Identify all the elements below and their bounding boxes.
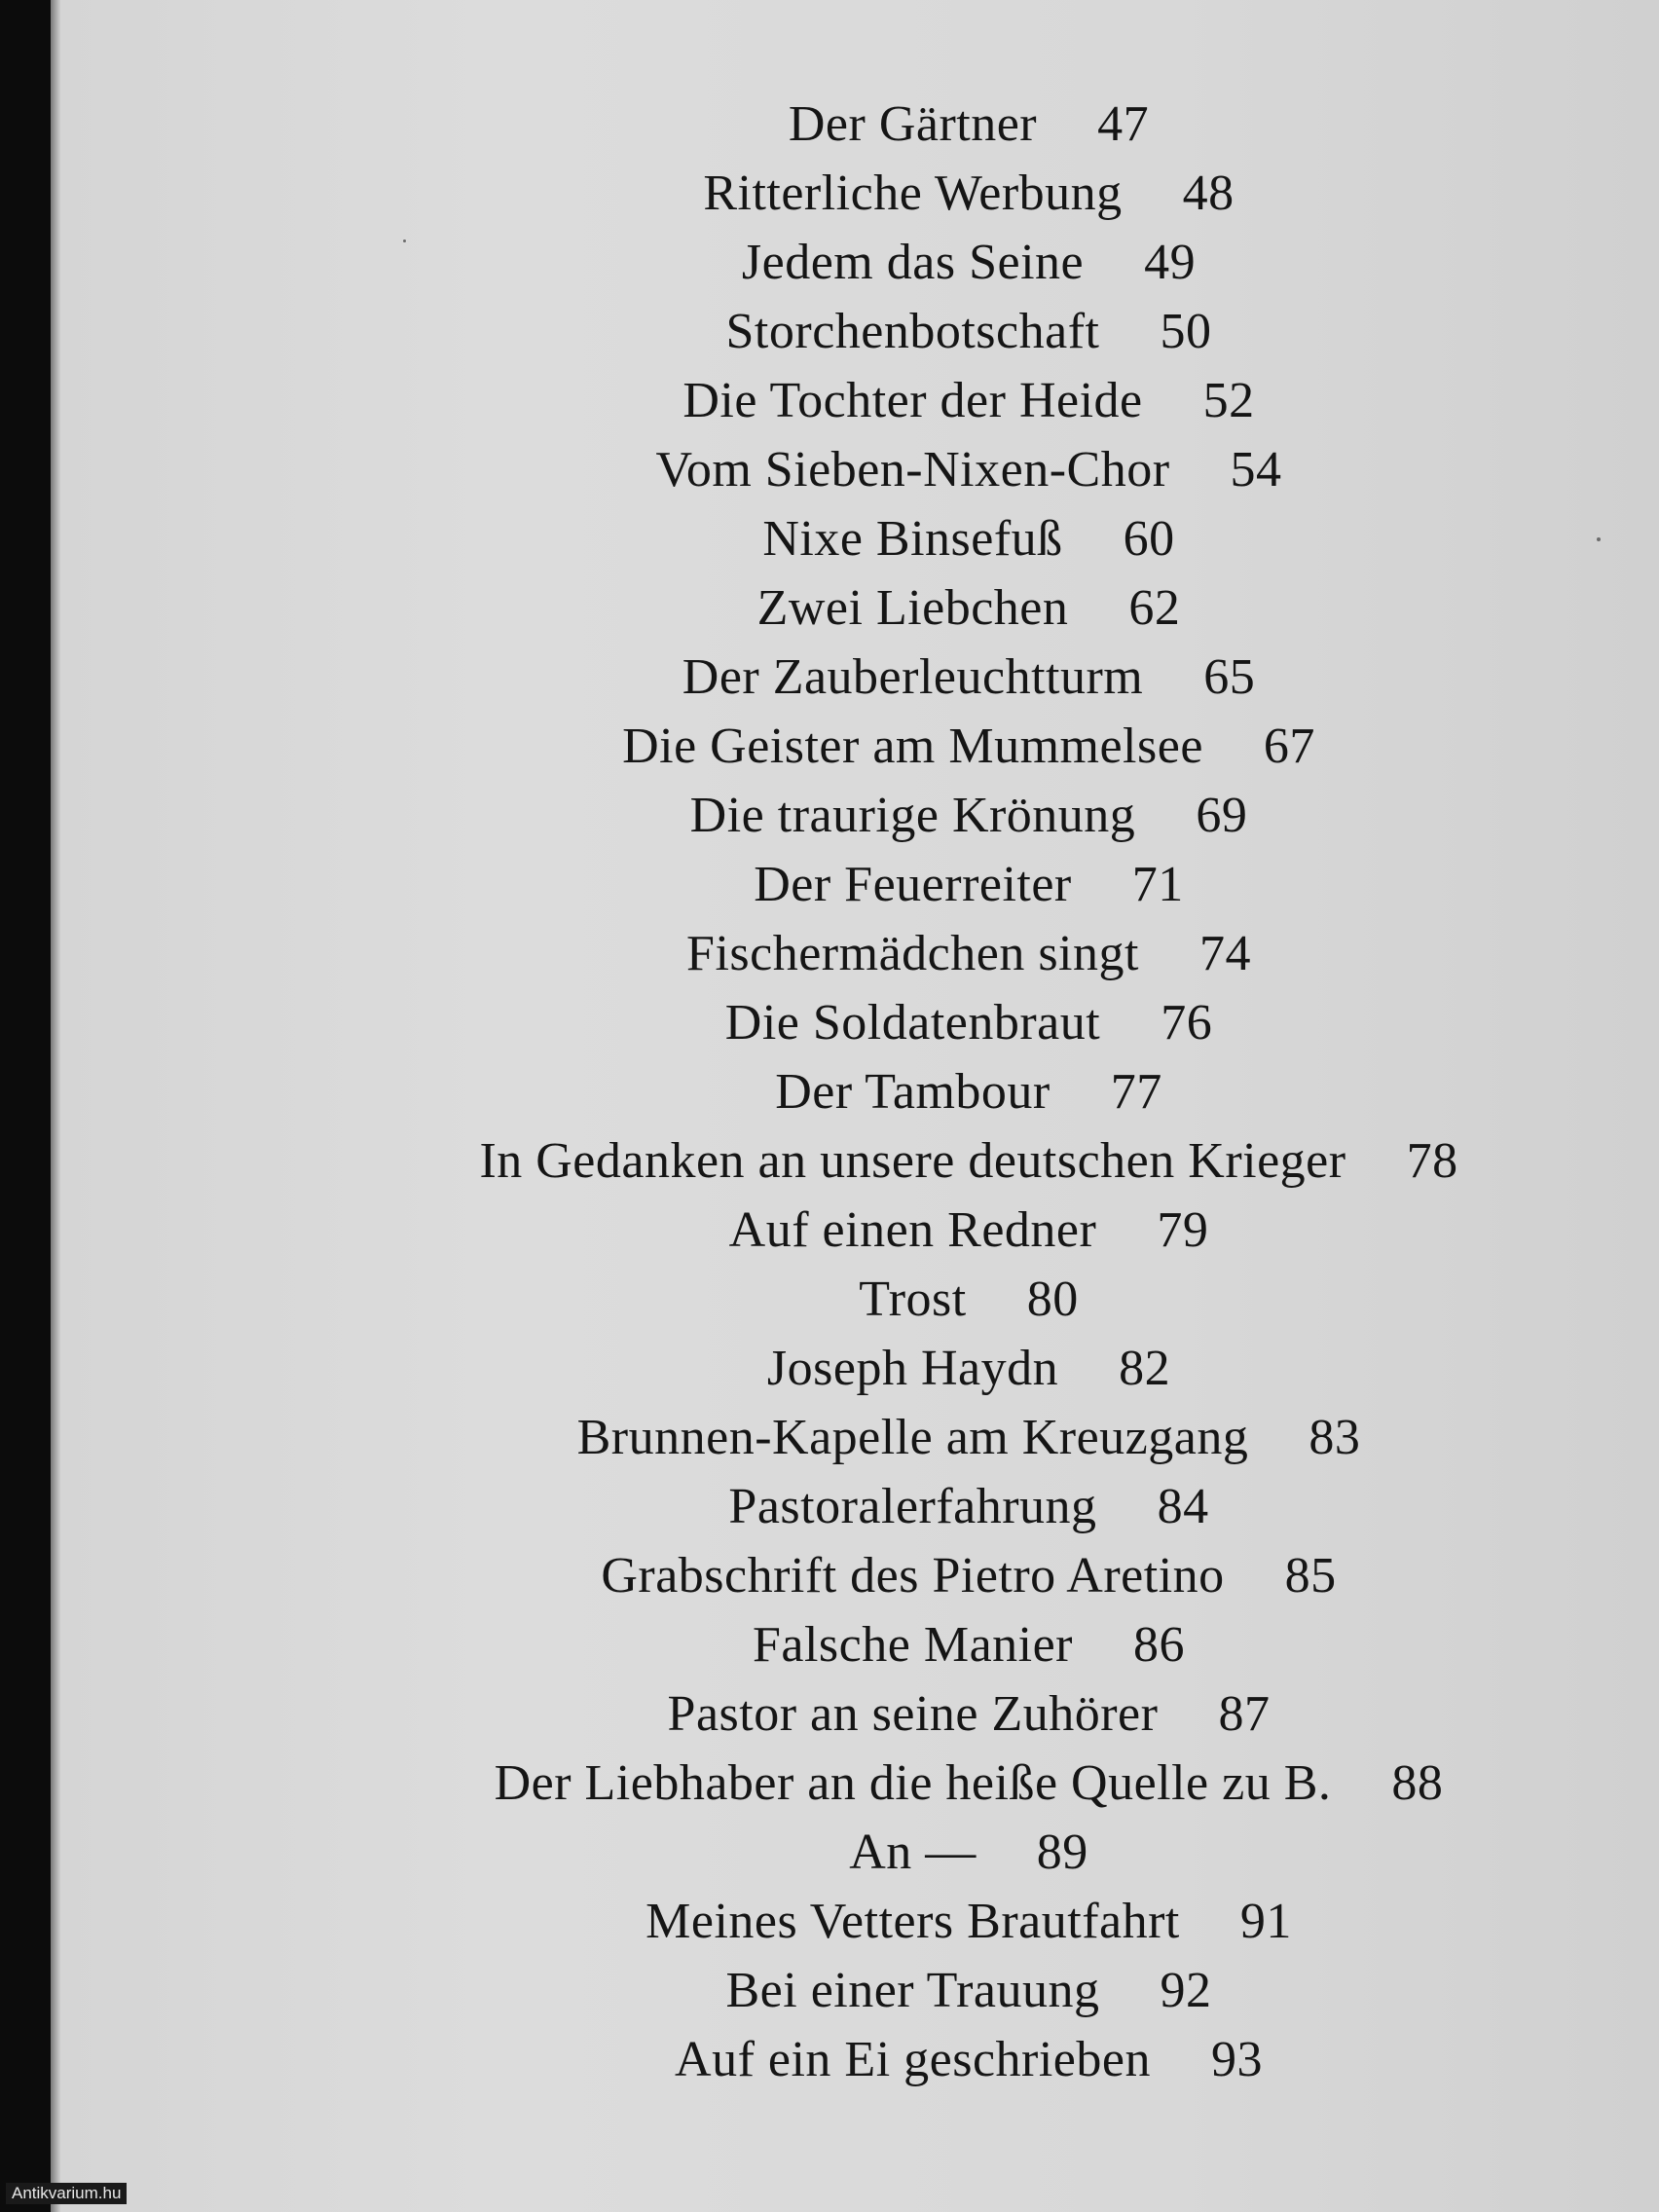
toc-entry-title: Jedem das Seine: [741, 235, 1085, 290]
toc-entry-page-number: 67: [1263, 719, 1315, 774]
toc-entry: [321, 643, 1616, 712]
watermark: Antikvarium.hu: [6, 2183, 127, 2204]
toc-entry: [321, 1887, 1616, 1956]
toc-entry-page-number: 83: [1309, 1410, 1361, 1465]
toc-entry-page-number: 52: [1202, 373, 1255, 428]
toc-entry-title: Grabschrift des Pietro Aretino: [601, 1548, 1225, 1604]
toc-entry-title: Die Tochter der Heide: [682, 373, 1143, 428]
page-gutter: [51, 0, 60, 2212]
toc-entry-title: Trost: [859, 1272, 967, 1327]
toc-entry: [321, 1679, 1616, 1749]
toc-entry-title: Der Liebhaber an die heiße Quelle zu B.: [494, 1755, 1332, 1811]
toc-entry-title: Die traurige Krönung: [689, 788, 1136, 843]
toc-entry-title: Meines Vetters Brautfahrt: [645, 1894, 1180, 1949]
toc-entry-page-number: 69: [1196, 788, 1248, 843]
toc-entry-page-number: 86: [1133, 1617, 1185, 1673]
toc-entry: [321, 159, 1616, 228]
toc-entry-page-number: 76: [1161, 995, 1213, 1051]
toc-entry-title: Der Tambour: [775, 1064, 1051, 1120]
toc-entry-title: Nixe Binsefuß: [762, 511, 1063, 567]
toc-entry-page-number: 62: [1128, 580, 1181, 636]
toc-entry-page-number: 77: [1110, 1064, 1162, 1120]
toc-entry: [321, 1265, 1616, 1334]
toc-entry-title: Pastor an seine Zuhörer: [667, 1686, 1159, 1742]
toc-entry-page-number: 50: [1160, 304, 1212, 359]
paper-speck: [1597, 537, 1601, 541]
toc-entry: [321, 1541, 1616, 1610]
toc-entry: [321, 228, 1616, 297]
toc-entry: [321, 366, 1616, 435]
toc-entry: [321, 988, 1616, 1057]
toc-entry-page-number: 48: [1182, 166, 1235, 221]
toc-entry-title: Zwei Liebchen: [756, 580, 1069, 636]
toc-entry-page-number: 79: [1157, 1202, 1209, 1258]
toc-entry-title: An —: [849, 1825, 977, 1880]
toc-entry: [321, 2025, 1616, 2094]
toc-entry-page-number: 82: [1119, 1341, 1171, 1396]
toc-entry-title: Pastoralerfahrung: [728, 1479, 1097, 1534]
toc-entry: [321, 1610, 1616, 1679]
toc-entry-title: Auf ein Ei geschrieben: [675, 2032, 1151, 2087]
toc-entry-title: Vom Sieben-Nixen-Chor: [655, 442, 1170, 498]
toc-entry-page-number: 92: [1160, 1963, 1212, 2018]
toc-entry: [321, 573, 1616, 643]
toc-entry-page-number: 89: [1036, 1825, 1088, 1880]
toc-entry: [321, 712, 1616, 781]
toc-entry-page-number: 71: [1131, 857, 1184, 912]
toc-entry-title: Der Feuerreiter: [754, 857, 1072, 912]
toc-entry-page-number: 93: [1210, 2032, 1263, 2087]
toc-entry-title: Der Zauberleuchtturm: [682, 649, 1144, 705]
toc-entry-page-number: 60: [1123, 511, 1175, 567]
toc-entry: [321, 1749, 1616, 1818]
toc-entry: [321, 1403, 1616, 1472]
toc-entry: [321, 297, 1616, 366]
toc-entry: [321, 1956, 1616, 2025]
toc-entry-title: Storchenbotschaft: [725, 304, 1100, 359]
toc-entry: [321, 781, 1616, 850]
book-spine-shadow: [0, 0, 51, 2212]
toc-entry-page-number: 87: [1218, 1686, 1271, 1742]
toc-entry-title: Joseph Haydn: [766, 1341, 1059, 1396]
toc-entry-page-number: 65: [1203, 649, 1256, 705]
toc-entry: [321, 919, 1616, 988]
toc-entry-page-number: 84: [1157, 1479, 1209, 1534]
toc-entry: [321, 1126, 1616, 1196]
toc-entry-page-number: 85: [1284, 1548, 1337, 1604]
toc-entry-page-number: 54: [1230, 442, 1282, 498]
table-of-contents: [321, 90, 1616, 2094]
toc-entry-title: Die Geister am Mummelsee: [622, 719, 1203, 774]
toc-entry: [321, 435, 1616, 504]
toc-entry-page-number: 74: [1198, 926, 1251, 981]
toc-entry-title: In Gedanken an unsere deutschen Krieger: [479, 1133, 1346, 1189]
toc-entry-title: Ritterliche Werbung: [703, 166, 1123, 221]
toc-entry-page-number: 91: [1239, 1894, 1292, 1949]
toc-entry-title: Brunnen-Kapelle am Kreuzgang: [576, 1410, 1249, 1465]
toc-entry-title: Auf einen Redner: [728, 1202, 1097, 1258]
toc-entry-title: Falsche Manier: [752, 1617, 1073, 1673]
toc-entry-title: Fischermädchen singt: [686, 926, 1139, 981]
toc-entry-title: Bei einer Trauung: [725, 1963, 1100, 2018]
toc-entry: [321, 1196, 1616, 1265]
toc-entry: [321, 1057, 1616, 1126]
toc-entry-title: Die Soldatenbraut: [724, 995, 1101, 1051]
toc-entry: [321, 850, 1616, 919]
toc-entry: [321, 90, 1616, 159]
toc-entry-page-number: 80: [1026, 1272, 1079, 1327]
toc-entry-page-number: 47: [1097, 96, 1150, 152]
paper-speck: [403, 240, 406, 242]
toc-entry: [321, 504, 1616, 573]
toc-entry-title: Der Gärtner: [788, 96, 1038, 152]
toc-entry: [321, 1472, 1616, 1541]
toc-entry-page-number: 78: [1406, 1133, 1458, 1189]
toc-entry-page-number: 88: [1391, 1755, 1444, 1811]
toc-entry: [321, 1818, 1616, 1887]
toc-entry-page-number: 49: [1144, 235, 1197, 290]
toc-entry: [321, 1334, 1616, 1403]
